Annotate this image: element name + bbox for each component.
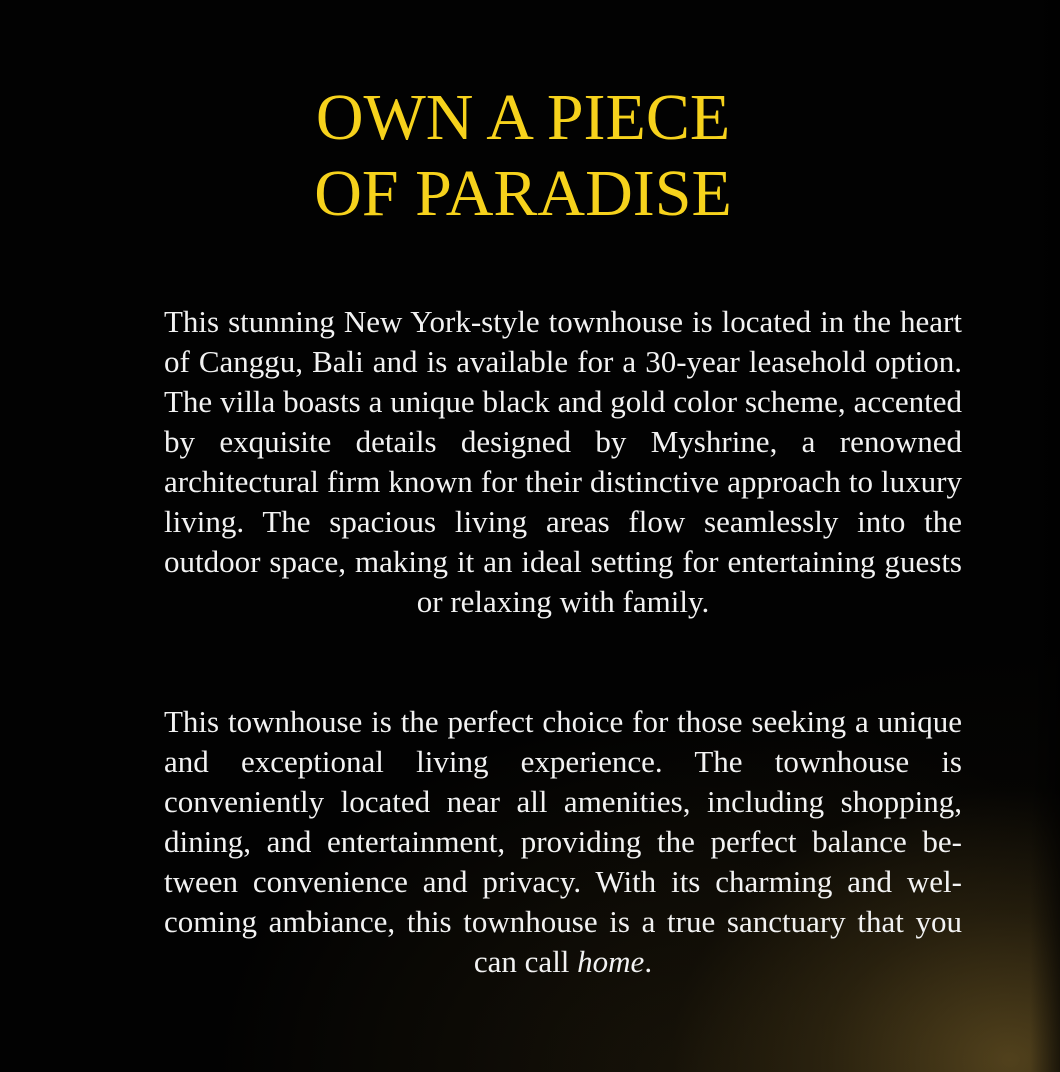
right-edge-shadow [1030, 0, 1060, 1072]
emphasis-home: home [577, 944, 645, 979]
headline [0, 80, 1046, 232]
description-paragraph-2 [164, 702, 962, 982]
paragraph-2-text: This townhouse is the perfect choice for those seeking a unique and exceptional living experience. The townhouse is conveniently located near all amenities, including shopping, dining, and entertainment, providing the perfect balance between convenience and privacy. With its charming and welcoming ambiance, this townhouse is a true sanctuary that you can call [164, 704, 962, 979]
paragraph-2-end: . [644, 944, 653, 979]
headline-line-2: OF PARADISE [314, 157, 732, 230]
description-paragraph-1: This stunning New York-style townhouse is located in the heart of Canggu, Bali and is available for a 30-year leasehold option. The villa boasts a unique black and gold color scheme, accented by exquisite details designed by Myshrine, a renowned architectural firm known for their distinctive approach to luxury living. The spacious living areas flow seamlessly into the outdoor space, making it an ideal setting for entertaining guests or relaxing with family. [164, 304, 962, 619]
headline-line-1: OWN A PIECE [315, 81, 731, 154]
